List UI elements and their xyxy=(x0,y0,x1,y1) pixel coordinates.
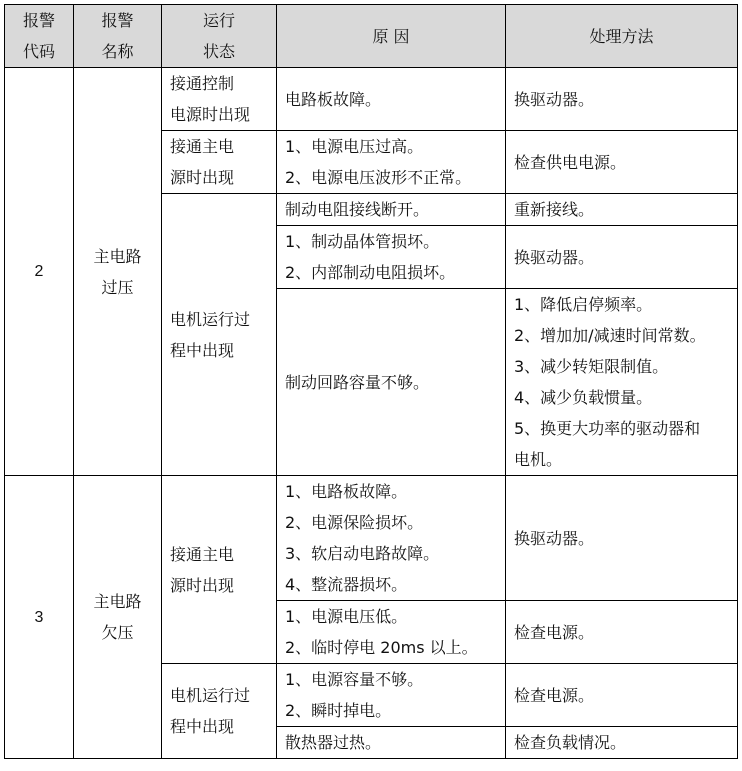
alarm-code: 3 xyxy=(5,476,74,759)
run-state: 电机运行过 程中出现 xyxy=(162,194,277,476)
header-name: 报警 名称 xyxy=(74,5,162,68)
action-cell: 换驱动器。 xyxy=(506,226,738,289)
table-row xyxy=(5,68,738,131)
cause-cell: 电路板故障。 xyxy=(277,68,506,131)
cause-cell: 1、电源容量不够。 2、瞬时掉电。 xyxy=(277,664,506,727)
cause-cell: 散热器过热。 xyxy=(277,727,506,759)
action-cell: 检查负载情况。 xyxy=(506,727,738,759)
header-action: 处理方法 xyxy=(506,5,738,68)
alarm-name: 主电路 过压 xyxy=(74,68,162,476)
run-state: 接通主电 源时出现 xyxy=(162,476,277,664)
alarm-name: 主电路 欠压 xyxy=(74,476,162,759)
cause-cell: 1、电源电压低。 2、临时停电 20ms 以上。 xyxy=(277,601,506,664)
run-state: 接通控制 电源时出现 xyxy=(162,68,277,131)
table-row xyxy=(5,476,738,601)
alarm-table xyxy=(4,4,738,759)
action-cell: 换驱动器。 xyxy=(506,68,738,131)
cause-cell: 制动回路容量不够。 xyxy=(277,289,506,476)
action-cell: 检查电源。 xyxy=(506,664,738,727)
action-cell: 重新接线。 xyxy=(506,194,738,226)
cause-cell: 1、制动晶体管损坏。 2、内部制动电阻损坏。 xyxy=(277,226,506,289)
cause-cell: 制动电阻接线断开。 xyxy=(277,194,506,226)
action-cell: 检查供电电源。 xyxy=(506,131,738,194)
alarm-code: 2 xyxy=(5,68,74,476)
header-cause: 原 因 xyxy=(277,5,506,68)
header-state: 运行 状态 xyxy=(162,5,277,68)
header-row xyxy=(5,5,738,68)
action-cell: 检查电源。 xyxy=(506,601,738,664)
action-cell: 1、降低启停频率。 2、增加加/减速时间常数。 3、减少转矩限制值。 4、减少负载惯量。 5、换更大功率的驱动器和 电机。 xyxy=(506,289,738,476)
cause-cell: 1、电路板故障。 2、电源保险损坏。 3、软启动电路故障。 4、整流器损坏。 xyxy=(277,476,506,601)
action-cell: 换驱动器。 xyxy=(506,476,738,601)
run-state: 接通主电 源时出现 xyxy=(162,131,277,194)
run-state: 电机运行过 程中出现 xyxy=(162,664,277,759)
header-code: 报警 代码 xyxy=(5,5,74,68)
cause-cell: 1、电源电压过高。 2、电源电压波形不正常。 xyxy=(277,131,506,194)
